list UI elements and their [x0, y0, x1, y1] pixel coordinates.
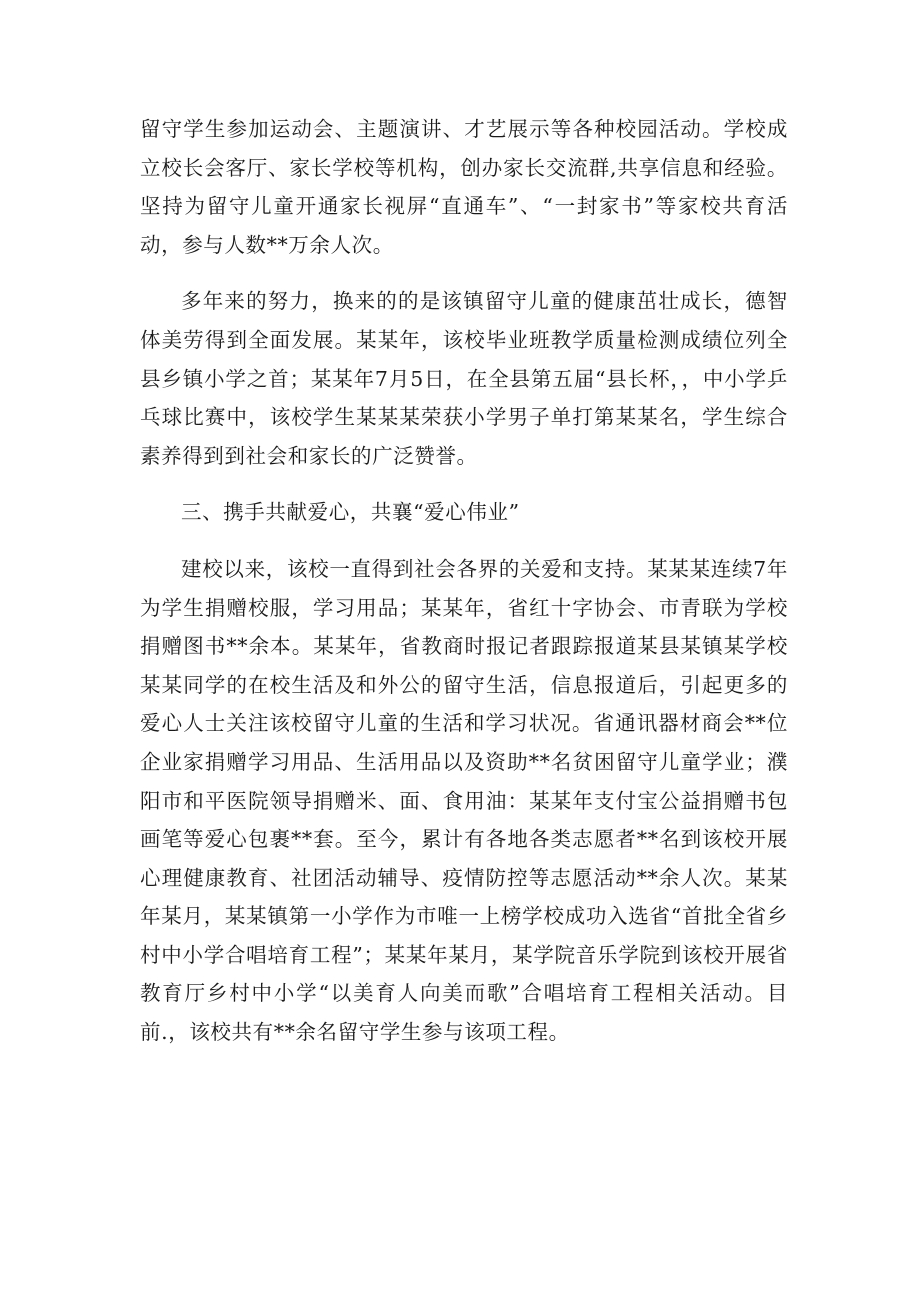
paragraph-continuation: 留守学生参加运动会、主题演讲、才艺展示等各种校园活动。学校成立校长会客厅、家长学校等机构，创办家长交流群,共享信息和经验。坚持为留守儿童开通家长视屏“直通车”、“一封家书”等家校共育活动，参与人数**万余人次。 [140, 117, 788, 257]
section-heading: 三、携手共献爱心，共襄“爱心伟业” [181, 500, 520, 525]
paragraph-achievements: 多年来的努力，换来的的是该镇留守儿童的健康茁壮成长，德智体美劳得到全面发展。某某年，该校毕业班教学质量检测成绩位列全县乡镇小学之首；某某年7月5日，在全县第五届“县长杯，，中小学乒乓球比赛中，该校学生某某某荣获小学男子单打第某某名，学生综合素养得到到社会和家长的广泛赞誉。 [140, 289, 788, 468]
paragraph-social-support: 建校以来，该校一直得到社会各界的关爱和支持。某某某连续7年为学生捐赠校服，学习用品；某某年，省红十字协会、市青联为学校捐赠图书**余本。某某年，省教商时报记者跟踪报道某县某镇某学校某某同学的在校生活及和外公的留守生活，信息报道后，引起更多的爱心人士关注该校留守儿童的生活和学习状况。省通讯器材商会**位企业家捐赠学习用品、生活用品以及资助**名贫困留守儿童学业；濮阳市和平医院领导捐赠米、面、食用油：某某年支付宝公益捐赠书包画笔等爱心包裹**套。至今，累计有各地各类志愿者**名到该校开展心理健康教育、社团活动辅导、疫情防控等志愿活动**余人次。某某年某月，某某镇第一小学作为市唯一上榜学校成功入选省“首批全省乡村中小学合唱培育工程”；某某年某月，某学院音乐学院到该校开展省教育厅乡村中小学“以美育人向美而歌”合唱培育工程相关活动。目前.，该校共有**余名留守学生参与该项工程。 [140, 556, 788, 1045]
document-body [140, 110, 788, 1052]
